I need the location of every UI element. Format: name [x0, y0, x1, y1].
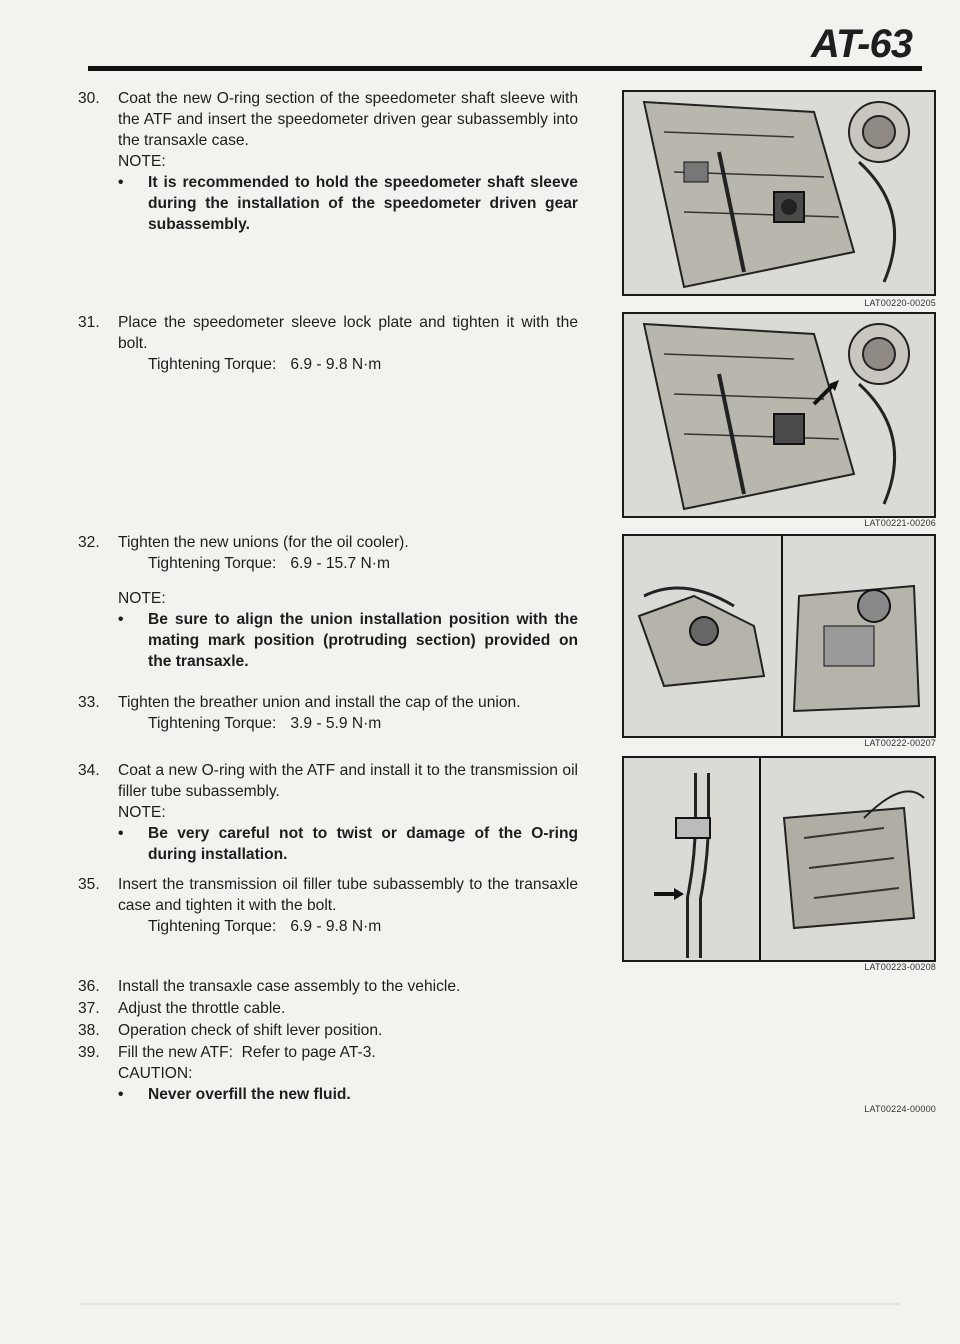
step-text: Coat a new O-ring with the ATF and install it to the transmission oil filler tube subassembly. [118, 762, 578, 800]
torque-label: Tightening Torque: [148, 555, 277, 572]
step-number: 33. [78, 694, 100, 711]
step-32 [78, 532, 578, 672]
step-number: 37. [78, 1000, 100, 1017]
torque-spec [148, 916, 578, 937]
figure-code: LAT00222-00207 [864, 738, 936, 748]
figure-code: LAT00224-00000 [864, 1104, 936, 1114]
step-number: 39. [78, 1044, 100, 1061]
caution-item: • Never overfill the new fluid. [118, 1084, 578, 1105]
step-text: Insert the transmission oil filler tube subassembly to the transaxle case and tighten it with the bolt. [118, 876, 578, 914]
note-item: • Be sure to align the union installation position with the mating mark position (protruding section) provided on the transaxle. [118, 609, 578, 672]
union-illustration [624, 536, 934, 736]
note-label: NOTE: [118, 153, 166, 170]
transaxle-illustration [624, 314, 934, 516]
note-label: NOTE: [118, 590, 166, 607]
step-text: Tighten the breather union and install the cap of the union. [118, 694, 521, 711]
step-31 [78, 312, 578, 375]
page-number: AT-63 [811, 22, 912, 66]
note-item: • Be very careful not to twist or damage of the O-ring during installation. [118, 823, 578, 865]
step-30 [78, 88, 578, 235]
step-text: Coat the new O-ring section of the speedometer shaft sleeve with the ATF and insert the speedometer driven gear subassembly into the transaxle case. [118, 90, 578, 149]
step-38 [78, 1020, 578, 1041]
caution-label: CAUTION: [118, 1065, 193, 1082]
figure-code: LAT00223-00208 [864, 962, 936, 972]
note-item: • It is recommended to hold the speedometer shaft sleeve during the installation of the speedometer driven gear subassembly. [118, 172, 578, 235]
step-number: 38. [78, 1022, 100, 1039]
torque-spec [148, 713, 578, 734]
figure-speedometer-driven-gear [622, 90, 936, 296]
page-reference: Refer to page AT-3. [241, 1044, 376, 1061]
step-39 [78, 1042, 578, 1105]
step-text: Install the transaxle case assembly to the vehicle. [118, 978, 461, 995]
footer-rule [0, 1294, 960, 1344]
figure-sleeve-lock-plate [622, 312, 936, 518]
step-37 [78, 998, 578, 1019]
torque-value: 6.9 - 9.8 N·m [290, 356, 382, 373]
step-text: Tighten the new unions (for the oil cooler). [118, 534, 409, 551]
header-rule [88, 66, 922, 71]
figure-code: LAT00220-00205 [864, 298, 936, 308]
step-number: 36. [78, 978, 100, 995]
torque-label: Tightening Torque: [148, 715, 277, 732]
torque-spec [148, 354, 578, 375]
torque-value: 6.9 - 15.7 N·m [290, 555, 390, 572]
torque-label: Tightening Torque: [148, 918, 277, 935]
step-36 [78, 976, 578, 997]
note-label: NOTE: [118, 804, 166, 821]
step-33 [78, 692, 578, 734]
transaxle-illustration [624, 92, 934, 294]
torque-value: 3.9 - 5.9 N·m [290, 715, 382, 732]
torque-value: 6.9 - 9.8 N·m [290, 918, 382, 935]
torque-label: Tightening Torque: [148, 356, 277, 373]
step-text: Operation check of shift lever position. [118, 1022, 383, 1039]
step-number: 32. [78, 534, 100, 551]
step-number: 30. [78, 90, 100, 107]
figure-code: LAT00221-00206 [864, 518, 936, 528]
torque-spec [148, 553, 578, 574]
figure-oil-filler-tube [622, 756, 936, 962]
filler-tube-illustration [624, 758, 934, 960]
step-number: 35. [78, 876, 100, 893]
step-text: Adjust the throttle cable. [118, 1000, 286, 1017]
step-text: Fill the new ATF: [118, 1044, 233, 1061]
step-34 [78, 760, 578, 865]
step-35 [78, 874, 578, 937]
step-text: Place the speedometer sleeve lock plate and tighten it with the bolt. [118, 314, 578, 352]
figure-oil-cooler-unions [622, 534, 936, 738]
step-number: 31. [78, 314, 100, 331]
step-number: 34. [78, 762, 100, 779]
